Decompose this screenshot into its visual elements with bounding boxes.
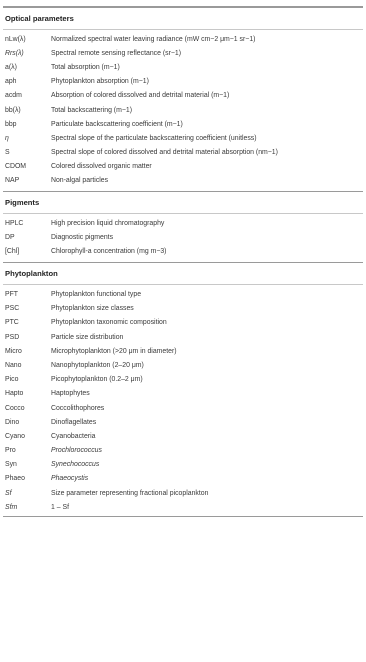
abbreviation: PTC (5, 319, 19, 327)
definition: Particle size distribution (51, 333, 124, 341)
definition: Phytoplankton absorption (m−1) (51, 78, 149, 86)
definition: Synechococcus (51, 461, 100, 469)
section-heading: Optical parameters (3, 8, 363, 30)
abbreviation: a(λ) (5, 63, 17, 71)
definition: Dinoflagellates (51, 418, 97, 426)
table-row (3, 472, 363, 486)
abbreviation: [Chl] (5, 248, 20, 256)
bottom-rule (3, 516, 363, 517)
abbreviation: Cocco (5, 404, 25, 412)
definition: Size parameter representing fractional picoplankton (51, 489, 209, 497)
table-row (3, 444, 363, 458)
abbreviation: Sfm (5, 503, 18, 511)
table-row (3, 131, 363, 145)
table-row (3, 287, 363, 301)
abbreviation: η (5, 134, 9, 142)
table-row (3, 46, 363, 60)
abbreviation: PFT (5, 291, 19, 299)
definition: Phytoplankton taxonomic composition (51, 319, 167, 327)
table-row (3, 387, 363, 401)
definition: Diagnostic pigments (51, 234, 114, 242)
table-row (3, 75, 363, 89)
table-row (3, 316, 363, 330)
abbreviation: Pro (5, 447, 16, 455)
definition: Phytoplankton size classes (51, 305, 134, 313)
definition: Spectral remote sensing reflectance (sr−1) (51, 49, 182, 57)
definition: Prochlorococcus (51, 447, 102, 455)
table-row (3, 486, 363, 500)
table-row (3, 302, 363, 316)
section-pigments (3, 191, 363, 262)
table-row (3, 231, 363, 245)
abbreviation: Pico (5, 376, 19, 384)
definition: 1 – Sf (51, 503, 70, 511)
table-row (3, 344, 363, 358)
definition: Haptophytes (51, 390, 90, 398)
definition: Spectral slope of the particulate backscattering coefficient (unitless) (51, 134, 257, 142)
definition: Non-algal particles (51, 177, 109, 185)
definition: Absorption of colored dissolved and detrital material (m−1) (51, 92, 230, 100)
section-optical-parameters (3, 7, 363, 191)
table-row (3, 330, 363, 344)
table-row (3, 32, 363, 46)
table-row (3, 458, 363, 472)
table-row (3, 146, 363, 160)
abbreviation: Dino (5, 418, 20, 426)
abbreviation: S (5, 149, 10, 157)
table-row (3, 373, 363, 387)
definition: Particulate backscattering coefficient (m−1) (51, 120, 183, 128)
abbreviation: CDOM (5, 163, 27, 171)
abbreviation: Phaeo (5, 475, 25, 483)
definition: Nanophytoplankton (2–20 μm) (51, 361, 144, 369)
abbreviation: DP (5, 234, 15, 242)
abbreviation: Micro (5, 347, 22, 355)
definition: Microphytoplankton (>20 μm in diameter) (51, 347, 177, 355)
table-row (3, 117, 363, 131)
abbreviation: Cyano (5, 432, 25, 440)
definition: Normalized spectral water leaving radiance (mW cm−2 μm−1 sr−1) (51, 35, 256, 43)
table-row (3, 160, 363, 174)
definition: Colored dissolved organic matter (51, 163, 152, 171)
abbreviation: Nano (5, 361, 22, 369)
abbreviation: nLw(λ) (5, 35, 26, 43)
abbreviation: PSD (5, 333, 20, 341)
abbreviation: PSC (5, 305, 20, 313)
abbreviation: bbp (5, 120, 17, 128)
definition: Cyanobacteria (51, 432, 96, 440)
abbreviation: Hapto (5, 390, 24, 398)
abbreviations-table (3, 6, 363, 517)
table-row (3, 358, 363, 372)
table-row (3, 103, 363, 117)
table-row (3, 401, 363, 415)
definition: Coccolithophores (51, 404, 105, 412)
definition: Picophytoplankton (0.2–2 μm) (51, 376, 143, 384)
table-row (3, 500, 363, 516)
definition: Chlorophyll-a concentration (mg m−3) (51, 248, 167, 256)
table-row (3, 89, 363, 103)
definition: Phaeocystis (51, 475, 89, 483)
definition: Total backscattering (m−1) (51, 106, 132, 114)
section-heading: Pigments (3, 192, 363, 214)
table-row (3, 60, 363, 74)
table-row (3, 216, 363, 230)
abbreviation: aph (5, 78, 17, 86)
table-row (3, 429, 363, 443)
abbreviation: acdm (5, 92, 22, 100)
abbreviation: NAP (5, 177, 20, 185)
definition: Spectral slope of colored dissolved and detrital material absorption (nm−1) (51, 149, 278, 157)
abbreviation: HPLC (5, 220, 24, 228)
section-heading: Phytoplankton (3, 263, 363, 285)
definition: Phytoplankton functional type (51, 291, 142, 299)
section-phytoplankton (3, 262, 363, 515)
abbreviation: Rrs(λ) (5, 49, 24, 57)
abbreviation: Syn (5, 461, 17, 469)
abbreviation: Sf (5, 489, 12, 497)
table-row (3, 245, 363, 263)
definition: Total absorption (m−1) (51, 63, 120, 71)
abbreviation: bb(λ) (5, 106, 21, 114)
table-row (3, 415, 363, 429)
definition: High precision liquid chromatography (51, 220, 165, 228)
table-row (3, 174, 363, 192)
